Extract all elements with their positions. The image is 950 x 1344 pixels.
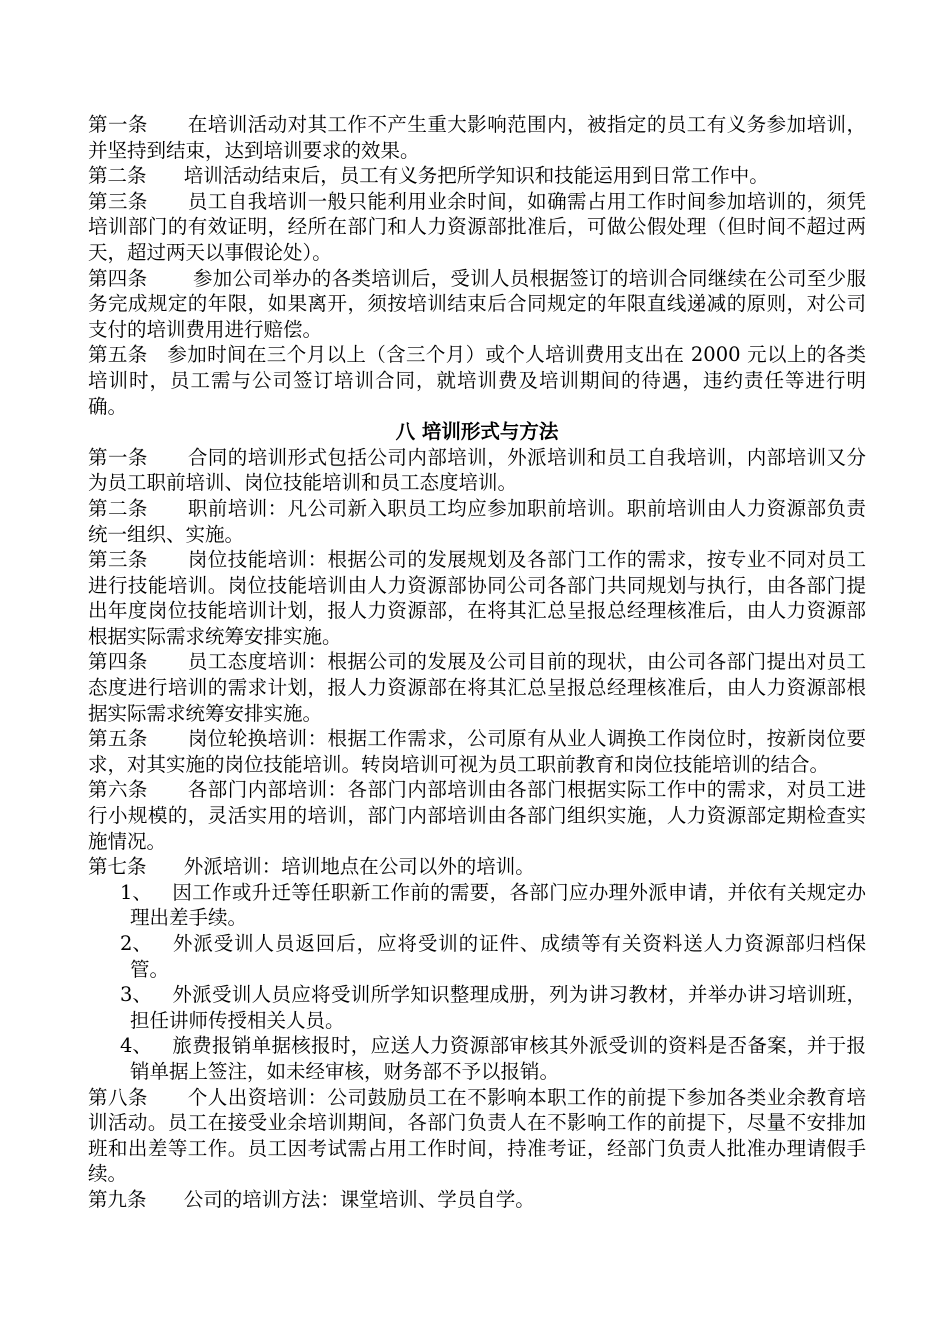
article-paragraph — [88, 342, 866, 419]
article-text: 岗位轮换培训：根据工作需求，公司原有从业人调换工作岗位时，按新岗位要求，对其实施的岗位技能培训。转岗培训可视为员工职前教育和岗位技能培训的结合。 — [88, 727, 866, 776]
article-text: 公司的培训方法：课堂培训、学员自学。 — [183, 1187, 535, 1211]
article-gap — [148, 778, 188, 801]
article-gap — [148, 446, 188, 469]
articles-block-tail — [88, 1085, 866, 1213]
article-gap — [147, 164, 184, 187]
list-item-number: 3、 — [120, 983, 152, 1007]
article-gap — [147, 855, 184, 878]
article-paragraph — [88, 1187, 866, 1213]
article-text: 在培训活动对其工作不产生重大影响范围内，被指定的员工有义务参加培训，并坚持到结束，达到培训要求的效果。 — [88, 113, 866, 162]
article-paragraph — [88, 266, 866, 343]
article-gap — [148, 1086, 188, 1109]
article-text: 各部门内部培训：各部门内部培训由各部门根据实际工作中的需求，对员工进行小规模的，灵活实用的培训，部门内部培训由各部门组织实施，人力资源部定期检查实施情况。 — [88, 778, 866, 853]
article-paragraph — [88, 189, 866, 266]
article-gap — [148, 548, 188, 571]
article-paragraph — [88, 854, 866, 880]
article-paragraph — [88, 1085, 866, 1187]
article-label: 第七条 — [88, 855, 147, 879]
list-item — [120, 880, 866, 931]
article-label: 第五条 — [88, 343, 148, 367]
list-item-number: 4、 — [120, 1034, 152, 1058]
article-text: 合同的培训形式包括公司内部培训，外派培训和员工自我培训，内部培训又分为员工职前培训、岗位技能培训和员工态度培训。 — [88, 445, 866, 495]
article-paragraph — [88, 496, 866, 547]
article-paragraph — [88, 777, 866, 854]
article-label: 第六条 — [88, 778, 148, 802]
list-item-text: 因工作或升迁等任职新工作前的需要，各部门应办理外派申请，并依有关规定办理出差手续。 — [130, 880, 866, 930]
article-paragraph — [88, 547, 866, 649]
article-paragraph — [88, 445, 866, 496]
article-label: 第一条 — [88, 445, 148, 469]
list-item-number: 1、 — [120, 880, 152, 904]
article-text: 个人出资培训：公司鼓励员工在不影响本职工作的前提下参加各类业余教育培训活动。员工在接受业余培训期间，各部门负责人在不影响工作的前提下，尽量不安排加班和出差等工作。员工因考试需占用工作时间，持准考证，经部门负责人批准办理请假手续。 — [88, 1085, 866, 1186]
article-label: 第九条 — [88, 1187, 147, 1211]
article-label: 第四条 — [88, 650, 148, 674]
article-text: 参加公司举办的各类培训后，受训人员根据签订的培训合同继续在公司至少服务完成规定的年限，如果离开，须按培训结束后合同规定的年限直线递减的原则，对公司支付的培训费用进行赔偿。 — [88, 266, 866, 341]
list-item-text: 外派受训人员返回后，应将受训的证件、成绩等有关资料送人力资源部归档保管。 — [130, 932, 866, 981]
article-gap — [148, 727, 188, 750]
list-item-number: 2、 — [120, 932, 152, 955]
section-title: 八 培训形式与方法 — [395, 420, 559, 444]
list-item — [120, 982, 866, 1033]
document-page — [88, 112, 866, 1213]
article-label: 第五条 — [88, 727, 148, 751]
article-text: 参加时间在三个月以上（含三个月）或个人培训费用支出在 2000 元以上的各类培训时，员工需与公司签订培训合同，就培训费及培训期间的待遇，违约责任等进行明确。 — [88, 343, 866, 418]
list-item-text: 旅费报销单据核报时，应送人力资源部审核其外派受训的资料是否备案，并于报销单据上签注，如未经审核，财务部不予以报销。 — [130, 1034, 866, 1083]
article-label: 第三条 — [88, 189, 148, 213]
outsourced-training-list — [88, 880, 866, 1085]
article-gap — [148, 497, 188, 520]
article-paragraph — [88, 649, 866, 726]
article-gap — [148, 190, 188, 213]
article-paragraph — [88, 163, 866, 189]
article-gap — [148, 343, 168, 366]
list-item — [120, 931, 866, 982]
articles-block-top — [88, 112, 866, 419]
article-label: 第四条 — [88, 266, 148, 290]
article-text: 员工自我培训一般只能利用业余时间，如确需占用工作时间参加培训的，须凭培训部门的有效证明，经所在部门和人力资源部批准后，可做公假处理（但时间不超过两天，超过两天以事假论处）。 — [88, 189, 866, 264]
article-label: 第八条 — [88, 1085, 148, 1109]
articles-block-training-forms — [88, 445, 866, 880]
article-text: 培训活动结束后，员工有义务把所学知识和技能运用到日常工作中。 — [183, 164, 769, 188]
article-paragraph — [88, 112, 866, 163]
article-label: 第一条 — [88, 113, 148, 136]
article-text: 职前培训：凡公司新入职员工均应参加职前培训。职前培训由人力资源部负责统一组织、实施。 — [88, 496, 866, 546]
list-item — [120, 1033, 866, 1084]
article-gap — [148, 113, 188, 136]
article-paragraph — [88, 726, 866, 777]
article-text: 外派培训：培训地点在公司以外的培训。 — [183, 855, 535, 879]
article-gap — [147, 267, 193, 290]
article-label: 第二条 — [88, 164, 147, 188]
article-label: 第三条 — [88, 548, 148, 572]
article-gap — [147, 1188, 184, 1211]
list-item-text: 外派受训人员应将受训所学知识整理成册，列为讲习教材，并举办讲习培训班，担任讲师传授相关人员。 — [130, 983, 866, 1032]
article-label: 第二条 — [88, 496, 148, 520]
article-text: 员工态度培训：根据公司的发展及公司目前的现状，由公司各部门提出对员工态度进行培训的需求计划，报人力资源部在将其汇总呈报总经理核准后，由人力资源部根据实际需求统筹安排实施。 — [88, 650, 866, 725]
article-text: 岗位技能培训：根据公司的发展规划及各部门工作的需求，按专业不同对员工进行技能培训。岗位技能培训由人力资源部协同公司各部门共同规划与执行，由各部门提出年度岗位技能培训计划，报人力资源部，在将其汇总呈报总经理核准后，由人力资源部根据实际需求统筹安排实施。 — [88, 548, 866, 648]
article-gap — [148, 650, 188, 673]
